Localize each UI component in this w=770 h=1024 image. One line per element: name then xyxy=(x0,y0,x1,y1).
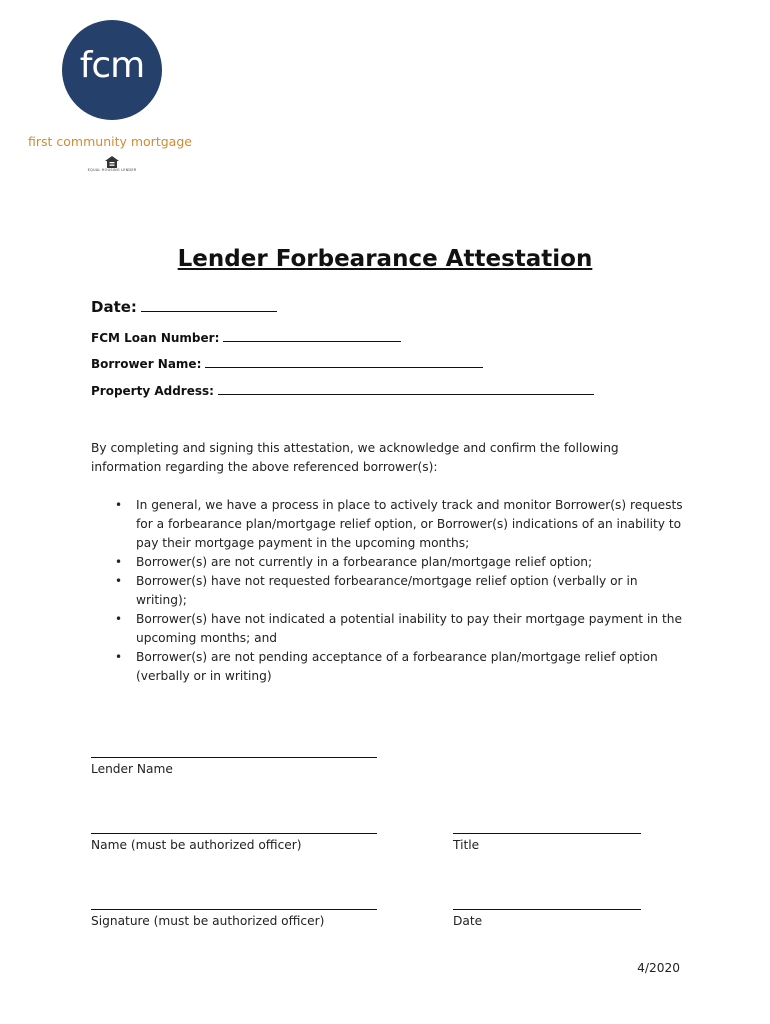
document-title: Lender Forbearance Attestation xyxy=(177,246,593,272)
list-item: • In general, we have a process in place to actively track and monitor Borrower(s) requests for a forbearance plan/mortgage relief option, or Borrower(s) indications of an inability to pay their mortgage payment in the upcoming months; xyxy=(115,498,683,550)
bullet-icon: • xyxy=(115,555,123,569)
attestation-list xyxy=(91,496,691,686)
fcm-logo xyxy=(28,16,198,186)
list-item: • Borrower(s) have not requested forbearance/mortgage relief option (verbally or in writing); xyxy=(115,574,638,607)
intro-paragraph: By completing and signing this attestation, we acknowledge and confirm the following information regarding the above referenced borrower(s): xyxy=(91,441,619,474)
lender-name-label: Lender Name xyxy=(91,762,173,776)
logo-mark: fcm xyxy=(79,45,145,86)
list-item: • Borrower(s) are not currently in a forbearance plan/mortgage relief option; xyxy=(91,553,691,572)
loan-number-field[interactable] xyxy=(91,331,401,345)
signature-label: Signature (must be authorized officer) xyxy=(91,914,325,928)
footer-date: 4/2020 xyxy=(637,961,680,975)
signature-line[interactable] xyxy=(91,909,377,910)
bullet-icon: • xyxy=(115,650,123,664)
property-address-line xyxy=(218,393,594,395)
date-signature-line[interactable] xyxy=(453,909,641,910)
loan-number-line xyxy=(223,340,401,342)
bullet-icon: • xyxy=(115,574,123,588)
bullet-icon: • xyxy=(115,498,123,512)
date-signature-label: Date xyxy=(453,914,483,928)
loan-number-label: FCM Loan Number: xyxy=(91,331,220,345)
eho-text: EQUAL HOUSING LENDER xyxy=(87,168,137,172)
equal-housing-lender-icon xyxy=(105,156,119,168)
borrower-name-line xyxy=(205,366,483,368)
borrower-name-field[interactable] xyxy=(91,357,483,371)
date-field[interactable] xyxy=(91,298,277,316)
officer-name-label: Name (must be authorized officer) xyxy=(91,838,302,852)
list-item: • Borrower(s) have not indicated a potential inability to pay their mortgage payment in the upcoming months; and xyxy=(115,612,682,645)
logo-tagline: first community mortgage xyxy=(28,134,192,149)
title-label: Title xyxy=(453,838,480,852)
date-label: Date: xyxy=(91,298,137,316)
lender-name-line[interactable] xyxy=(91,757,377,758)
bullet-icon: • xyxy=(115,612,123,626)
date-line xyxy=(141,310,277,312)
equal-housing-badge xyxy=(86,156,138,173)
property-address-label: Property Address: xyxy=(91,384,214,398)
borrower-name-label: Borrower Name: xyxy=(91,357,202,371)
property-address-field[interactable] xyxy=(91,384,594,398)
title-line[interactable] xyxy=(453,833,641,834)
officer-name-line[interactable] xyxy=(91,833,377,834)
list-item: • Borrower(s) are not pending acceptance of a forbearance plan/mortgage relief option (verbally or in writing) xyxy=(115,650,658,683)
